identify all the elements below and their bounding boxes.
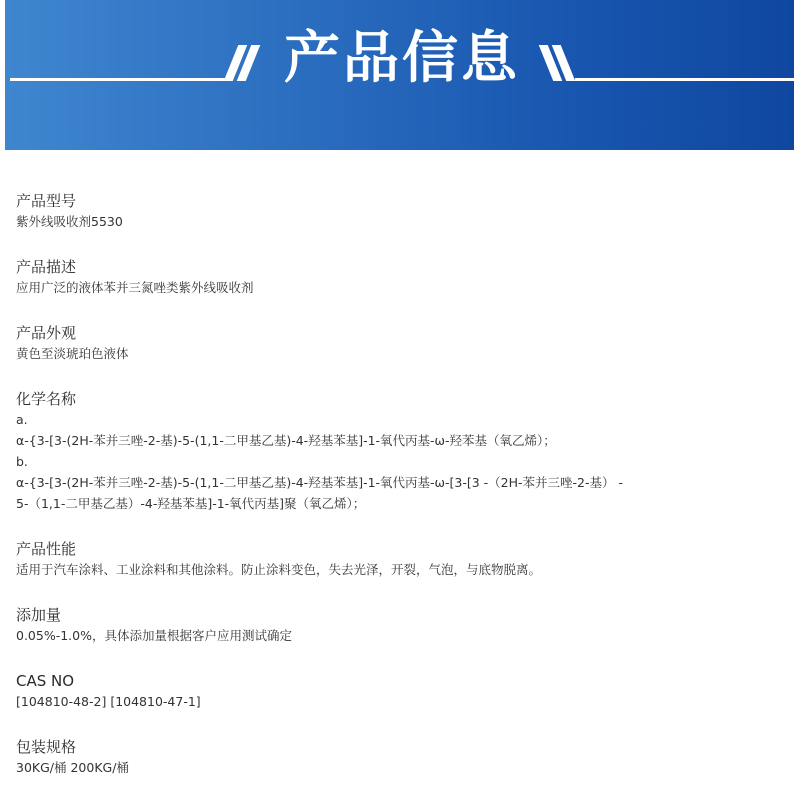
info-section bbox=[16, 323, 786, 364]
section-text-line: a. bbox=[16, 412, 28, 427]
section-title: 化学名称 bbox=[16, 390, 77, 408]
banner-left-line bbox=[10, 78, 228, 81]
section-text-line: b. bbox=[16, 454, 28, 469]
info-section bbox=[16, 671, 786, 712]
info-section bbox=[16, 191, 786, 232]
section-text-line: 适用于汽车涂料、工业涂料和其他涂料。防止涂料变色，失去光泽，开裂，气泡，与底物脱离。 bbox=[16, 562, 542, 577]
section-title: 产品性能 bbox=[16, 540, 77, 558]
section-text-line: 30KG/桶 200KG/桶 bbox=[16, 760, 129, 775]
info-section bbox=[16, 539, 786, 580]
product-info-content bbox=[16, 191, 786, 803]
section-title: 产品外观 bbox=[16, 324, 77, 342]
banner-title: 产品信息 bbox=[284, 26, 520, 91]
section-text-line: α-{3-[3-(2H-苯并三唑-2-基)-5-(1,1-二甲基乙基)-4-羟基苯基]-1-氧代丙基-ω-羟苯基（氧乙烯）； bbox=[16, 433, 556, 448]
banner-right-slash-decoration bbox=[546, 45, 568, 81]
banner-left-slash-decoration bbox=[231, 45, 253, 81]
info-section bbox=[16, 737, 786, 778]
section-text-line: α-{3-[3-(2H-苯并三唑-2-基)-5-(1,1-二甲基乙基)-4-羟基苯基]-1-氧代丙基-ω-[3-[3 -（2H-苯并三唑-2-基） - bbox=[16, 475, 624, 490]
section-title: 产品型号 bbox=[16, 192, 77, 210]
info-section bbox=[16, 605, 786, 646]
section-text-line: 应用广泛的液体苯并三氮唑类紫外线吸收剂 bbox=[16, 280, 254, 295]
section-text-line: [104810-48-2] [104810-47-1] bbox=[16, 694, 201, 709]
section-text-line: 紫外线吸收剂5530 bbox=[16, 214, 123, 229]
section-title: 添加量 bbox=[16, 606, 62, 624]
header-banner bbox=[5, 0, 794, 150]
info-section bbox=[16, 257, 786, 298]
info-section bbox=[16, 389, 786, 514]
section-title: 包装规格 bbox=[16, 738, 77, 756]
section-title: 产品描述 bbox=[16, 258, 77, 276]
section-text-line: 0.05%-1.0%，具体添加量根据客户应用测试确定 bbox=[16, 628, 292, 643]
section-text-line: 5-（1,1-二甲基乙基）-4-羟基苯基]-1-氧代丙基]聚（氧乙烯）； bbox=[16, 496, 366, 511]
section-text-line: 黄色至淡琥珀色液体 bbox=[16, 346, 129, 361]
section-title: CAS NO bbox=[16, 672, 75, 690]
banner-right-line bbox=[575, 78, 794, 81]
